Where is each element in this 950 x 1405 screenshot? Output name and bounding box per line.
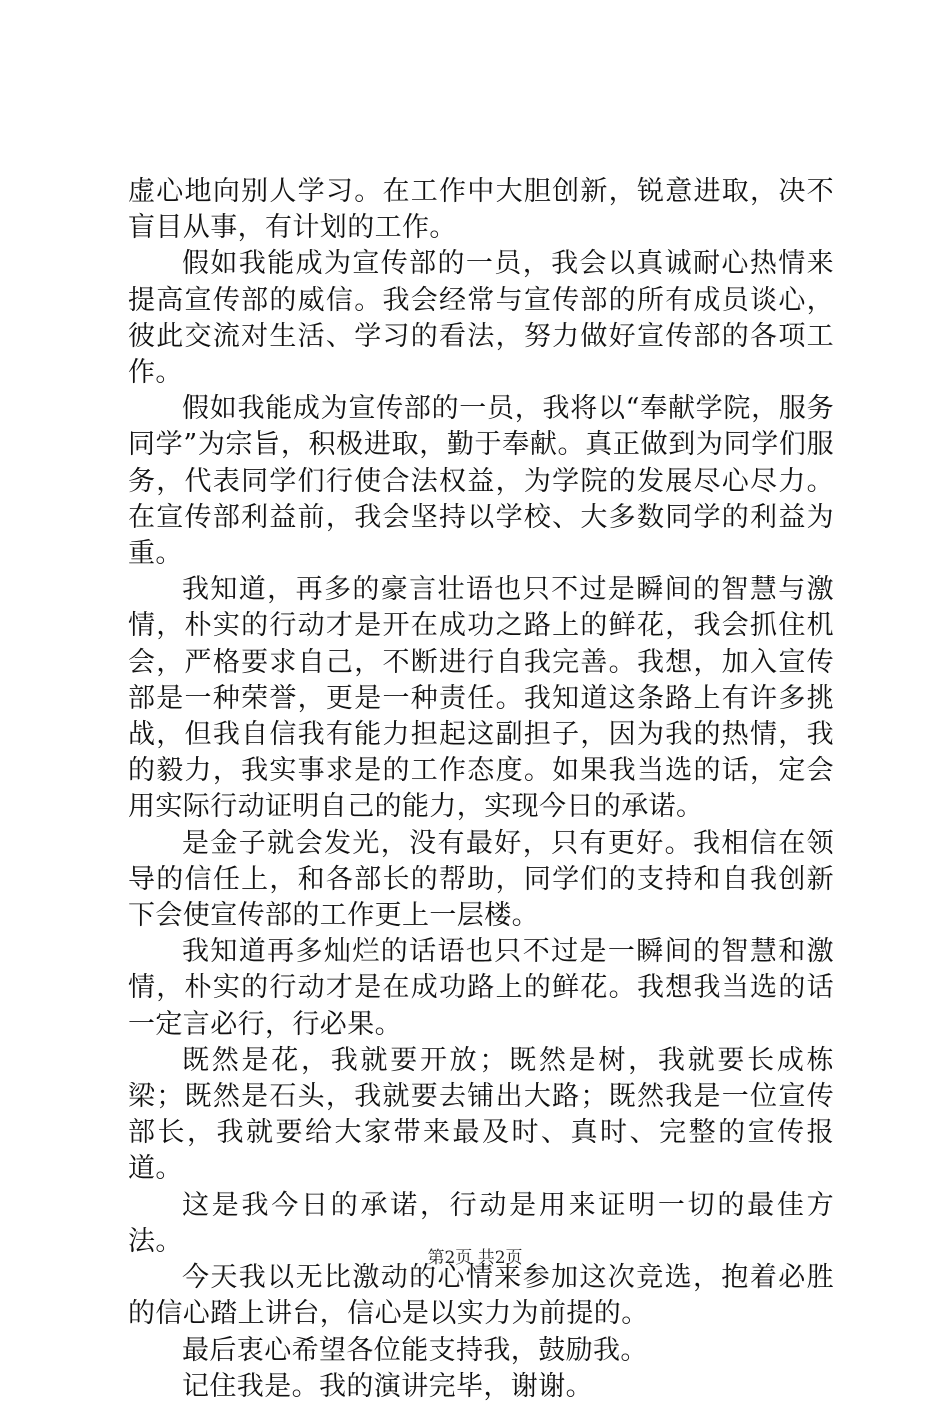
paragraph: 我知道再多灿烂的话语也只不过是一瞬间的智慧和激情，朴实的行动才是在成功路上的鲜花。我想我当选的话一定言必行，行必果。: [128, 936, 834, 1040]
paragraph: 假如我能成为宣传部的一员，我会以真诚耐心热情来提高宣传部的威信。我会经常与宣传部的所有成员谈心，彼此交流对生活、学习的看法，努力做好宣传部的各项工作。: [128, 248, 834, 389]
paragraph: 既然是花，我就要开放；既然是树，我就要长成栋梁；既然是石头，我就要去铺出大路；既然我是一位宣传部长，我就要给大家带来最及时、真时、完整的宣传报道。: [128, 1044, 834, 1185]
document-body: [128, 174, 834, 1405]
paragraph: 虚心地向别人学习。在工作中大胆创新，锐意进取，决不盲目从事，有计划的工作。: [128, 176, 834, 244]
paragraph: 是金子就会发光，没有最好，只有更好。我相信在领导的信任上，和各部长的帮助，同学们的支持和自我创新下会使宣传部的工作更上一层楼。: [128, 827, 834, 932]
paragraph: 最后衷心希望各位能支持我，鼓励我。: [182, 1334, 648, 1366]
page-number-footer: 第2页 共2页: [427, 1248, 523, 1268]
paragraph: 这是我今日的承诺，行动是用来证明一切的最佳方法。: [128, 1189, 834, 1257]
paragraph: 假如我能成为宣传部的一员，我将以“奉献学院，服务同学”为宗旨，积极进取，勤于奉献。真正做到为同学们服务，代表同学们行使合法权益，为学院的发展尽心尽力。在宣传部利益前，我会坚持以学校、大多数同学的利益为重。: [128, 393, 834, 570]
paragraph: 记住我是。我的演讲完毕，谢谢。: [182, 1370, 593, 1402]
paragraph: 我知道，再多的豪言壮语也只不过是瞬间的智慧与激情，朴实的行动才是开在成功之路上的鲜花，我会抓住机会，严格要求自己，不断进行自我完善。我想，加入宣传部是一种荣誉，更是一种责任。我知道这条路上有许多挑战，但我自信我有能力担起这副担子，因为我的热情，我的毅力，我实事求是的工作态度。如果我当选的话，定会用实际行动证明自己的能力，实现今日的承诺。: [128, 574, 834, 823]
paragraph: 今天我以无比激动的心情来参加这次竞选，抱着必胜的信心踏上讲台，信心是以实力为前提的。: [128, 1262, 834, 1330]
